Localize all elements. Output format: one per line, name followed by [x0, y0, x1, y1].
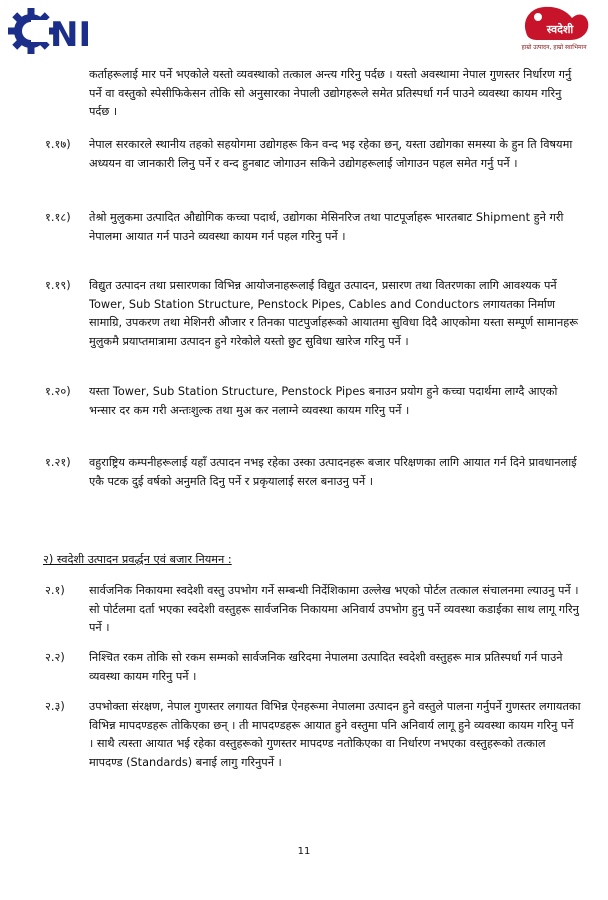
item-number: १.१७) — [45, 138, 71, 151]
item-text: विद्युत उत्पादन तथा प्रसारणका विभिन्न आयोजनाहरूलाई विद्युत उत्पादन, प्रसारण तथा वितरणका लागि आवश्यक पर्ने Tower, Sub Station Structure, Penstock Pipes, Cables and Conductors लगायतका निर्माण सामाग्रि, उपकरण तथा मेशिनरी औजार र तिनका पाटपुर्जाहरूको आयातमा सुविधा दिदै आएकोमा यस्ता सम्पूर्ण सामानहरू मुलुकमै प्रयाप्तमात्रामा उत्पादन हुने गरेकोले यस्तो छुट सुविधा खारेज गरिनु पर्ने । — [89, 279, 579, 348]
item-text: तेश्रो मुलुकमा उत्पादित औद्योगिक कच्चा पदार्थ, उद्योगका मेसिनरिज तथा पाटपूर्जाहरू भारतबाट Shipment हुने गरी नेपालमा आयात गर्न पाउने व्यवस्था कायम गर्न पहल गरिनु पर्ने । — [89, 211, 564, 243]
item-number: १.१९) — [45, 279, 71, 292]
item-number: २.३) — [45, 700, 65, 713]
item-number: १.२०) — [45, 385, 71, 398]
page-number: 11 — [297, 846, 311, 857]
cni-logo — [6, 6, 110, 56]
item-text: निश्चित रकम तोकि सो रकम सम्मको सार्वजनिक खरिदमा नेपालमा उत्पादित स्वदेशी वस्तुहरू मात्र प्रतिस्पर्धा गर्न पाउने व्यवस्था कायम गरिनु पर्ने । — [89, 651, 563, 683]
svg-text:NI: NI — [50, 15, 92, 55]
item-number: २.२) — [45, 651, 65, 664]
item-number: १.१८) — [45, 211, 71, 224]
section-heading: २) स्वदेशी उत्पादन प्रवर्द्धन एवं बजार नियमन : — [43, 553, 232, 566]
item-text: सार्वजनिक निकायमा स्वदेशी वस्तु उपभोग गर्ने सम्बन्धी निर्देशिकामा उल्लेख भएको पोर्टल तत्काल संचालनमा ल्याउनु पर्ने । सो पोर्टलमा दर्ता भएका स्वदेशी वस्तुहरू सार्वजनिक निकायमा अनिवार्य उपभोग हुनु पर्ने व्यवस्था कडाईका साथ लागू गरिनु पर्ने । — [89, 584, 579, 635]
intro-paragraph: कर्ताहरूलाई मार पर्ने भएकोले यस्तो व्यवस्थाको तत्काल अन्त्य गरिनु पर्दछ । यस्तो अवस्थामा नेपाल गुणस्तर निर्धारण गर्नु पर्ने वा वस्तुको स्पेसीफिकेसन तोकि सो अनुसारका नेपाली उद्योगहरूले समेत प्रतिस्पर्धा गर्न पाउने व्यवस्था कायम गरिनु पर्दछ । — [89, 68, 572, 119]
svg-text:स्वदेशी: स्वदेशी — [546, 23, 574, 36]
item-number: २.१) — [45, 584, 65, 597]
item-text: नेपाल सरकारले स्थानीय तहको सहयोगमा उद्योगहरू किन वन्द भइ रहेका छन्, यस्ता उद्योगका समस्या के हुन ति विषयमा अध्ययन वा जानकारी लिनु पर्ने र वन्द हुनबाट जोगाउन सकिने उद्योगहरूलाई जोगाउन पहल समेत गर्नु पर्ने । — [89, 138, 573, 170]
item-number: १.२१) — [45, 456, 71, 469]
swadeshi-logo — [516, 2, 592, 54]
item-text: वहुराष्ट्रिय कम्पनीहरूलाई यहाँ उत्पादन नभइ रहेका उस्का उत्पादनहरू बजार परिक्षणका लागि आयात गर्न दिने प्रावधानलाई एकै पटक दुई वर्षको अनुमति दिनु पर्ने र प्रकृयालाई सरल बनाउनु पर्ने । — [89, 456, 577, 488]
item-text: यस्ता Tower, Sub Station Structure, Penstock Pipes बनाउन प्रयोग हुने कच्चा पदार्थमा लाग्दै आएको भन्सार दर कम गरी अन्तःशुल्क तथा मुअ कर नलाग्ने व्यवस्था कायम गरिनु पर्ने । — [89, 385, 558, 417]
item-text: उपभोक्ता संरक्षण, नेपाल गुणस्तर लगायत विभिन्न ऐनहरूमा नेपालमा उत्पादन हुने वस्तुले पालना गर्नुपर्ने गुणस्तर लगायतका विभिन्न मापदण्डहरू तोकिएका छन् । ती मापदण्डहरू आयात हुने वस्तुमा पनि अनिवार्य लागू हुने व्यवस्था कायम गरिनु पर्ने । साथै त्यस्ता आयात भई रहेका वस्तुहरूको गुणस्तर मापदण्ड नतोकिएका वा निर्धारण नभएका वस्तुहरूको तत्काल मापदण्ड (Standards) बनाई लागु गरिनुपर्ने । — [89, 700, 581, 769]
logo-tagline: हाम्रो उत्पादन, हाम्रो स्वाभिमान — [521, 44, 587, 51]
